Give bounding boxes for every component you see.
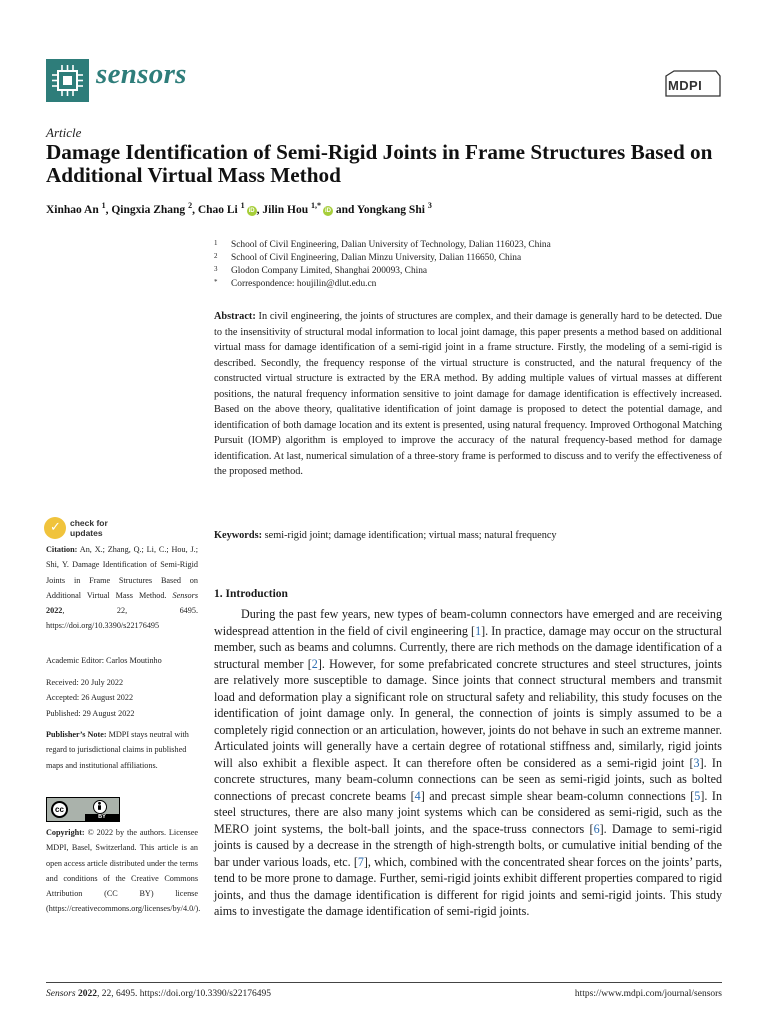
orcid-icon[interactable]: iD: [324, 207, 331, 214]
author-affiliation-mark: 1: [101, 201, 106, 210]
author-affiliation-mark: 3: [427, 201, 432, 210]
copyright: [46, 825, 201, 917]
reference-link[interactable]: 1: [475, 623, 482, 638]
body-text: ]. In practice, damage may occur on the structural member, such as beams and columns. Currently, there are rich methods on the damage identification of a structural member [: [214, 623, 722, 671]
journal-logo-icon: [46, 59, 89, 102]
citation-doi[interactable]: , 22, 6495. https://doi.org/10.3390/s22176495: [46, 606, 198, 631]
by-label: BY: [85, 814, 119, 821]
author-name[interactable]: Jilin Hou: [262, 203, 311, 216]
affiliation-item: [214, 239, 734, 252]
cc-by-license-icon[interactable]: [46, 797, 120, 822]
footer-divider: [46, 982, 722, 983]
affiliation-mark: 3: [214, 265, 218, 273]
footer-year: 2022: [77, 989, 97, 999]
orcid-icon[interactable]: iD: [248, 207, 255, 214]
citation-label: Citation:: [46, 545, 78, 554]
citation-journal: Sensors: [172, 590, 199, 600]
page-title: Damage Identification of Semi-Rigid Joints in Frame Structures Based on Additional Virtual Mass Method: [46, 140, 713, 187]
copyright-label: Copyright:: [46, 828, 85, 837]
body-text: ]. However, for some prefabricated concrete structures and steel structures, joints are relatively more susceptible to damage. Since joints that connect structural members and transmit load and deformation play a significant role on structural safety and reliability, this study focuses on the identification of joint damage only. In general, the connection of joints is simply assumed to be a completely rigid connection or an articulation, however, joints do not behave in such an extreme manner. Articulated joints will generally have a certain degree of rotational stiffness and, similarly, rigid joints will also exhibit a flexible aspect. It can therefore often be considered as a semi-rigid joint [: [214, 656, 722, 770]
author-separator: ,: [192, 203, 198, 216]
journal-name[interactable]: sensors: [96, 58, 187, 90]
reference-link[interactable]: 7: [357, 854, 364, 869]
affiliation-text: Correspondence: houjilin@dlut.edu.cn: [231, 279, 377, 289]
author-list: [46, 201, 736, 216]
author-separator: ,: [256, 203, 263, 216]
citation-year: 2022: [46, 606, 63, 616]
academic-editor: Academic Editor: Carlos Moutinho: [46, 656, 162, 665]
accepted-date: Accepted: 26 August 2022: [46, 693, 134, 703]
author-name[interactable]: Yongkang Shi: [356, 203, 428, 216]
publisher-note-text: MDPI stays neutral with regard to jurisdictional claims in published maps and institutional affiliations.: [46, 730, 189, 770]
publisher-note: [46, 727, 198, 773]
affiliation-item: [214, 265, 734, 278]
footer-journal: Sensors: [46, 989, 76, 999]
reference-link[interactable]: 2: [311, 656, 318, 671]
affiliation-mark: 1: [214, 239, 218, 247]
affiliation-text: School of Civil Engineering, Dalian Minzu University, Dalian 116650, China: [231, 253, 522, 263]
affiliation-text: School of Civil Engineering, Dalian University of Technology, Dalian 116023, China: [231, 240, 551, 250]
check-badge-icon: ✓: [44, 517, 66, 539]
abstract-text: In civil engineering, the joints of structures are complex, and their damage is generally hard to be detected. Due to the insensitivity of structural modal information to local joint damage, this paper presents a method based on additional virtual mass for damage identification of a semi-rigid joint in a frame structure. Firstly, the modeling of a semi-rigid is described. Secondly, the frequency response of the virtual structure is constructed, and the natural frequency of the constructed virtual structure is extracted by the ERA method. By adding multiple values of virtual masses at different positions, the natural frequency information sensitive to joint damage for damage identification is effectively increased. Based on the above theory, qualitative identification of joint damage is proposed to detect the potential damage, and identification of both damage location and its extent is presented, using natural frequency. Improved Orthogonal Matching Pursuit (IOMP) algorithm is employed to improve the accuracy of the natural frequency-based method for damage identification. At last, numerical simulation of a three-story frame is performed to discuss and to verify the effectiveness of the proposed method.: [214, 311, 722, 478]
citation-text: An, X.; Zhang, Q.; Li, C.; Hou, J.; Shi, Y. Damage Identification of Semi-Rigid Joints in Frame Structures Based on Additional Virtual Mass Method.: [46, 545, 198, 600]
section-heading-introduction: 1. Introduction: [214, 588, 288, 600]
keywords-text: semi-rigid joint; damage identification; virtual mass; natural frequency: [264, 530, 557, 541]
introduction-body: [214, 606, 722, 920]
author-separator: and: [332, 203, 357, 216]
author-name[interactable]: Chao Li: [197, 203, 241, 216]
affiliation-item: [214, 252, 734, 265]
reference-link[interactable]: 4: [414, 788, 421, 803]
received-date: Received: 20 July 2022: [46, 678, 124, 687]
article-type: Article: [46, 125, 82, 140]
author-affiliation-mark: 1: [240, 201, 245, 210]
check-updates-line1: check for: [70, 518, 108, 528]
published-date: Published: 29 August 2022: [46, 708, 135, 718]
publisher-note-label: Publisher’s Note:: [46, 730, 107, 739]
check-updates-line2: updates: [70, 527, 103, 538]
citation: [46, 542, 198, 634]
reference-link[interactable]: 3: [693, 755, 700, 770]
body-text: ]. In steel structures, there are also many joint systems which can be considered as semi-rigid, such as the MERO joint systems, the bolt-ball joints, and the space-truss connectors [: [214, 788, 722, 836]
mdpi-logo[interactable]: [664, 70, 722, 100]
mdpi-logo-text: MDPI: [668, 78, 703, 93]
body-text: ] and precast simple shear beam-column connections [: [420, 788, 695, 803]
affiliation-text: Glodon Company Limited, Shanghai 200093, China: [231, 266, 428, 276]
keywords-label: Keywords:: [214, 530, 263, 541]
affiliation-mark: 2: [214, 252, 218, 260]
affiliations: [214, 239, 734, 291]
reference-link[interactable]: 6: [593, 821, 600, 836]
author-name[interactable]: Xinhao An: [46, 203, 102, 216]
keywords: [214, 528, 722, 543]
body-text: ], which, combined with the concentrated shear forces on the joints’ parts, tend to be more prone to damage. Further, semi-rigid joints exhibit different properties compared to rigid joints, and thus the damage identification is different for rigid joints and semi-rigid joints. This study aims to investigate the damage identification of semi-rigid joints.: [214, 854, 722, 918]
body-text: During the past few years, new types of beam-column connectors have emerged and are receiving widespread attention in the field of civil engineering [: [214, 607, 722, 638]
copyright-text: © 2022 by the authors. Licensee MDPI, Basel, Switzerland. This article is an open access article distributed under the terms and conditions of the Creative Commons Attribution (CC BY) license (https://creativecommons.org/licenses/by/4.0/).: [46, 828, 201, 914]
author-affiliation-mark: 2: [188, 201, 193, 210]
attribution-person-icon: [93, 800, 107, 814]
affiliation-mark: *: [214, 278, 218, 286]
body-text: ]. In concrete structures, many beam-column connections can be seen as semi-rigid joints, such as bolted connections of precast concrete beams [: [214, 755, 722, 803]
reference-link[interactable]: 5: [694, 788, 701, 803]
body-text: ]. Damage to semi-rigid joints is caused by a decrease in the strength of high-strength bolts, or cumulative initial bending of the bar under various loads, etc. [: [214, 821, 722, 869]
abstract-label: Abstract:: [214, 311, 256, 322]
affiliation-item: [214, 278, 734, 291]
author-name[interactable]: Qingxia Zhang: [111, 203, 189, 216]
footer-journal-url[interactable]: https://www.mdpi.com/journal/sensors: [574, 989, 722, 999]
cc-icon: cc: [51, 801, 68, 818]
footer-doi[interactable]: , 22, 6495. https://doi.org/10.3390/s22176495: [96, 989, 271, 999]
author-affiliation-mark: 1,*: [310, 201, 321, 210]
abstract: [214, 309, 722, 480]
author-separator: ,: [105, 203, 112, 216]
publication-dates: [46, 675, 198, 721]
footer-citation: [46, 989, 271, 999]
